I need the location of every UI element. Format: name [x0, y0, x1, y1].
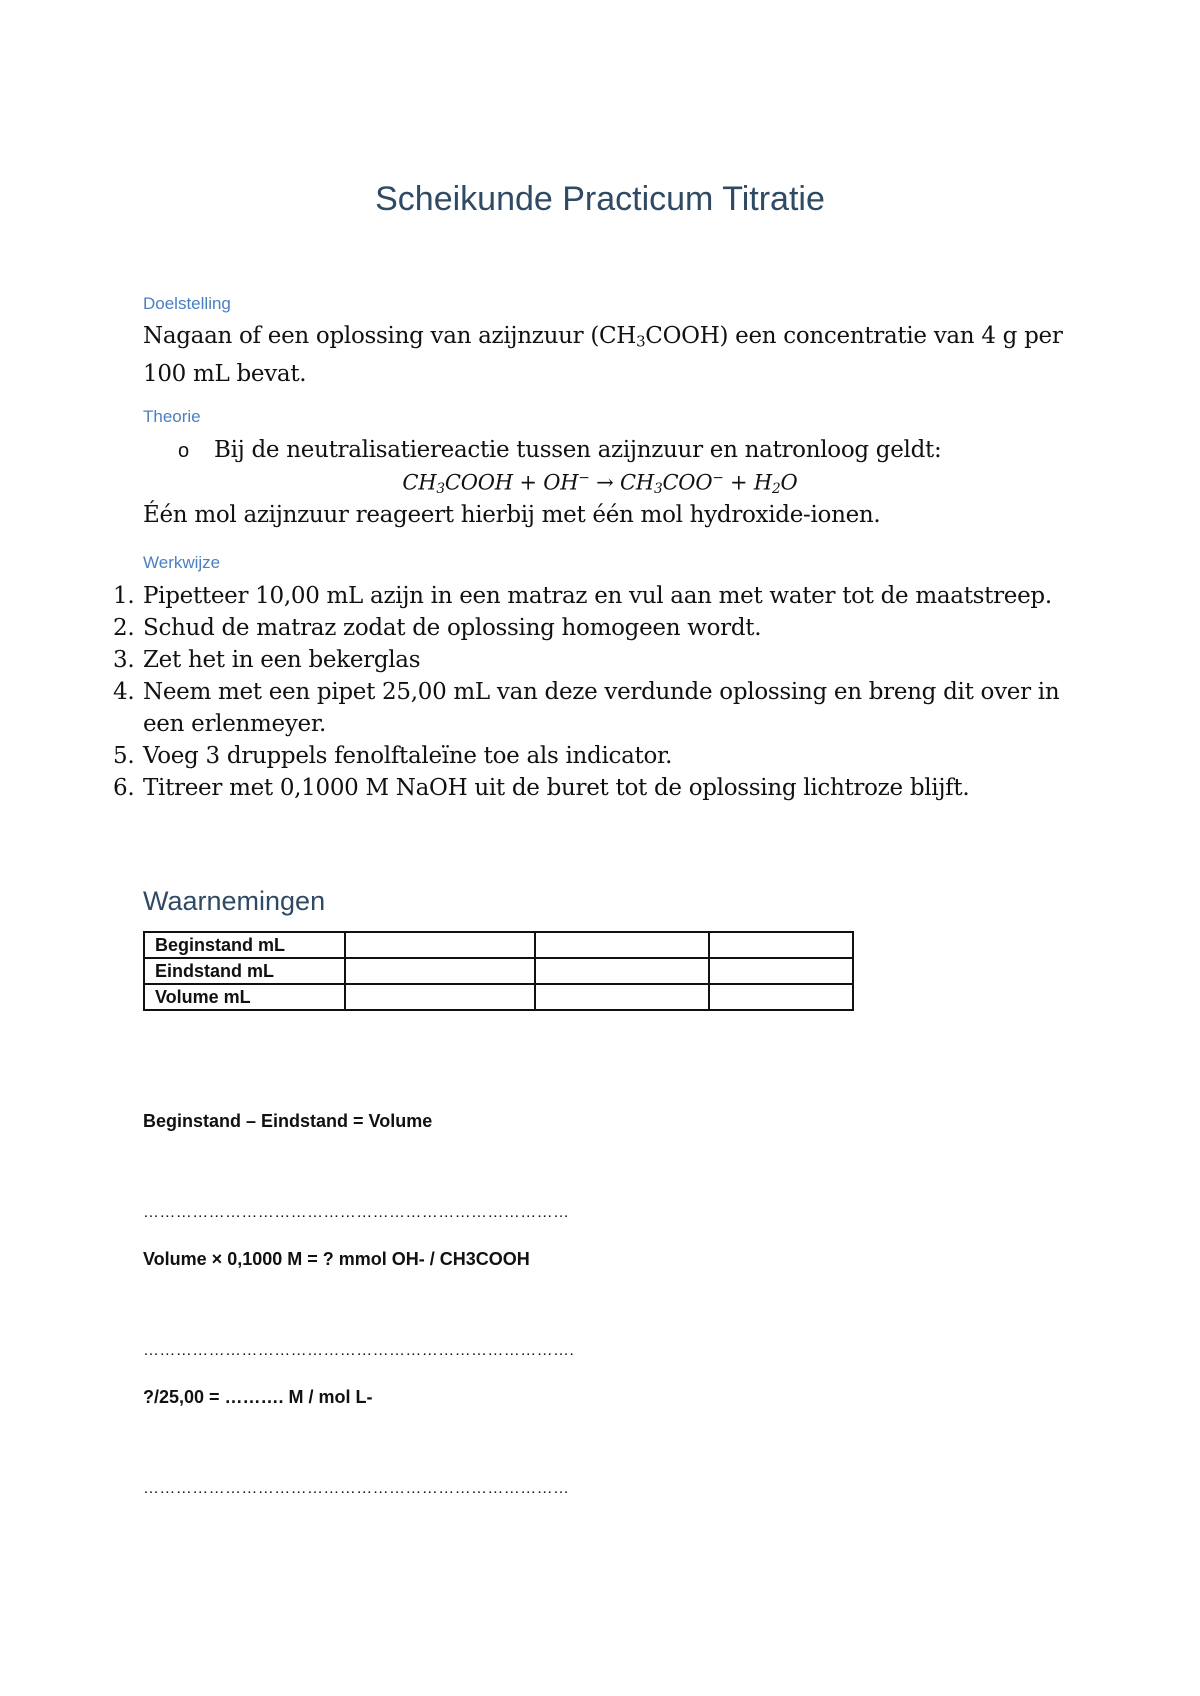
procedure-step	[113, 612, 1073, 644]
row-label: Eindstand mL	[144, 958, 345, 984]
section-label-theorie: Theorie	[143, 407, 201, 426]
doelstelling-subscript: 3	[636, 332, 646, 351]
procedure-step	[113, 740, 1073, 772]
table-row	[144, 932, 853, 958]
answer-line[interactable]: ……………………………………………………………………	[143, 1204, 570, 1221]
observations-table	[143, 931, 854, 1011]
answer-line[interactable]: ……………………………………………………………………	[143, 1480, 570, 1497]
step-number: 1.	[113, 583, 135, 609]
calculation-line-volume: Beginstand – Eindstand = Volume	[143, 1111, 433, 1131]
formula-part: COO	[662, 470, 713, 495]
table-row	[144, 958, 853, 984]
doelstelling-text-part1: Nagaan of een oplossing van azijnzuur (CH	[143, 323, 637, 349]
formula-part: CH	[402, 470, 437, 495]
step-text: Voeg 3 druppels fenolftaleïne toe als indicator.	[143, 743, 673, 769]
table-cell-input[interactable]	[345, 958, 535, 984]
step-text: Pipetteer 10,00 mL azijn in een matraz en vul aan met water tot de maatstreep.	[143, 583, 1052, 609]
procedure-step	[113, 676, 1073, 740]
step-text: Schud de matraz zodat de oplossing homogeen wordt.	[143, 615, 762, 641]
step-text: Titreer met 0,1000 M NaOH uit de buret tot de oplossing lichtroze blijft.	[143, 775, 970, 801]
step-number: 6.	[113, 775, 135, 801]
table-cell-input[interactable]	[709, 984, 853, 1010]
table-cell-input[interactable]	[345, 932, 535, 958]
formula-part: COOH + OH	[444, 470, 579, 495]
procedure-step	[113, 580, 1073, 612]
table-cell-input[interactable]	[345, 984, 535, 1010]
theorie-bullet-text: Bij de neutralisatiereactie tussen azijnzuur en natronloog geldt:	[214, 437, 942, 463]
bullet-circle-icon: o	[178, 440, 189, 462]
row-label: Beginstand mL	[144, 932, 345, 958]
formula-subscript: 2	[772, 480, 781, 497]
table-cell-input[interactable]	[535, 984, 709, 1010]
reaction-equation	[0, 470, 1200, 497]
row-label: Volume mL	[144, 984, 345, 1010]
step-text: Neem met een pipet 25,00 mL van deze verdunde oplossing en breng dit over in een erlenmeyer.	[143, 679, 1060, 737]
formula-subscript: 3	[436, 480, 445, 497]
step-number: 5.	[113, 743, 135, 769]
answer-line[interactable]: …………………………………………………………………….	[143, 1342, 575, 1359]
table-cell-input[interactable]	[709, 958, 853, 984]
table-cell-input[interactable]	[535, 958, 709, 984]
step-number: 4.	[113, 679, 135, 705]
procedure-step	[113, 644, 1073, 676]
table-cell-input[interactable]	[709, 932, 853, 958]
formula-part: → CH	[589, 470, 654, 495]
formula-part: + H	[723, 470, 773, 495]
formula-superscript: −	[578, 470, 590, 486]
page-title: Scheikunde Practicum Titratie	[375, 180, 825, 218]
theorie-note: Één mol azijnzuur reageert hierbij met één mol hydroxide-ionen.	[143, 502, 881, 528]
table-row	[144, 984, 853, 1010]
step-number: 3.	[113, 647, 135, 673]
formula-superscript: −	[712, 470, 724, 486]
observations-heading: Waarnemingen	[143, 886, 326, 916]
formula-subscript: 3	[653, 480, 663, 497]
theorie-bullet-item	[178, 434, 941, 467]
calculation-line-mmol: Volume × 0,1000 M = ? mmol OH- / CH3COOH	[143, 1249, 530, 1269]
doelstelling-text-part2: COOH) een concentratie van 4 g per 100 mL bevat.	[143, 323, 1063, 387]
formula-part: O	[780, 470, 798, 495]
procedure-steps-list	[113, 580, 1073, 804]
step-text: Zet het in een bekerglas	[143, 647, 421, 673]
step-number: 2.	[113, 615, 135, 641]
section-label-werkwijze: Werkwijze	[143, 553, 221, 572]
calculation-line-molarity: ?/25,00 = ………. M / mol L-	[143, 1387, 373, 1407]
doelstelling-text	[143, 320, 1063, 390]
table-cell-input[interactable]	[535, 932, 709, 958]
section-label-doelstelling: Doelstelling	[143, 294, 231, 313]
procedure-step	[113, 772, 1073, 804]
